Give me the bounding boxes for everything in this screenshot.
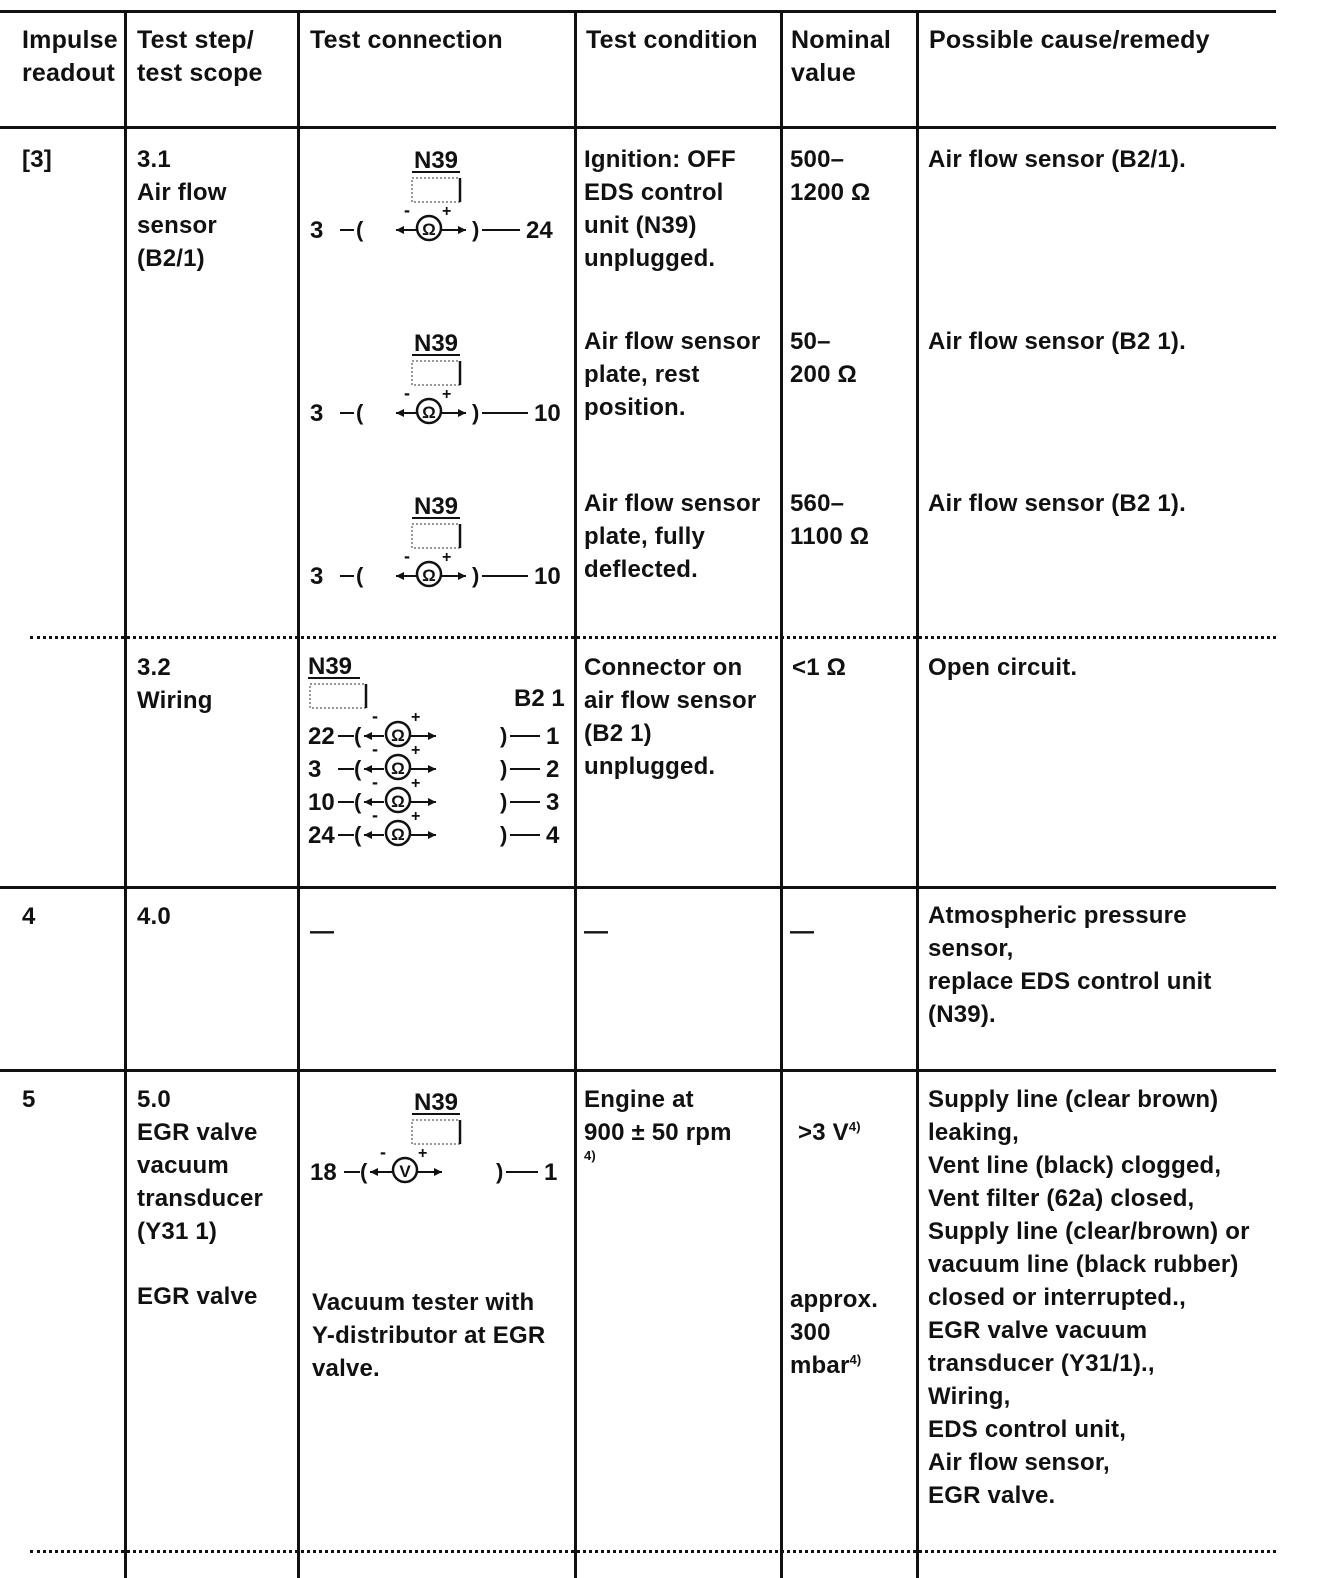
wiring-pair-row	[308, 805, 560, 848]
header-test-condition: Test condition	[586, 26, 758, 54]
condition-3-1b: Air flow sensor plate, rest position.	[584, 328, 761, 421]
pin-to-label: 2	[546, 756, 560, 783]
svg-text:10: 10	[534, 400, 561, 427]
cause-3-1c: Air flow sensor (B2 1).	[928, 490, 1186, 517]
step-3-1: 3.1 Air flow sensor (B2/1)	[137, 146, 227, 272]
step-4-0: 4.0	[137, 903, 171, 930]
cause-3-1b: Air flow sensor (B2 1).	[928, 328, 1186, 355]
pin-to-label: 1	[546, 723, 560, 750]
svg-text:+: +	[442, 549, 452, 566]
condition-3-1a: Ignition: OFF EDS control unit (N39) unplugged.	[584, 146, 736, 272]
connection-diagram-18-1	[300, 1082, 572, 1192]
svg-text:3: 3	[310, 400, 324, 427]
svg-text:(: (	[354, 789, 362, 814]
svg-text:Ω: Ω	[391, 792, 405, 811]
row4-impulse: 4	[22, 903, 36, 930]
table-top-rule	[0, 10, 1276, 13]
svg-text:-: -	[372, 739, 378, 759]
svg-text:): )	[472, 217, 480, 242]
col-divider-1	[124, 10, 127, 1578]
svg-text:+: +	[442, 203, 452, 220]
col-divider-5	[916, 10, 919, 1578]
row5-impulse: 5	[22, 1086, 36, 1113]
nominal-3-1b: 50– 200 Ω	[790, 328, 857, 388]
nominal-3-1c: 560– 1100 Ω	[790, 490, 870, 550]
pin-to-label: 3	[546, 789, 560, 816]
row4-top-rule	[0, 886, 1276, 889]
svg-text:-: -	[404, 383, 410, 403]
step-5-0: 5.0 EGR valve vacuum transducer (Y31 1)	[137, 1086, 264, 1245]
connector-icon	[412, 524, 460, 548]
svg-text:+: +	[411, 775, 421, 792]
unit-label: N39	[413, 147, 459, 174]
svg-text:): )	[500, 723, 508, 748]
svg-text:): )	[500, 822, 508, 847]
wiring-diagram	[300, 648, 572, 848]
svg-text:18: 18	[310, 1159, 337, 1186]
header-bottom-rule	[0, 126, 1276, 129]
svg-text:Ω: Ω	[422, 566, 436, 585]
col-divider-3	[574, 10, 577, 1578]
svg-text:3: 3	[310, 217, 324, 244]
header-test-step: Test step/ test scope	[137, 26, 263, 87]
svg-text:-: -	[372, 772, 378, 792]
svg-text:-: -	[404, 546, 410, 566]
pin-from-label: 3	[308, 756, 322, 783]
svg-text:+: +	[411, 808, 421, 825]
svg-text:(: (	[360, 1159, 368, 1184]
svg-text:-: -	[372, 805, 378, 825]
cause-5-0: Supply line (clear brown) leaking, Vent line (black) clogged, Vent filter (62a) closed, Supply line (clear/brown) or vacuum line (black rubber) closed or interrupted., EGR valve vacuum transducer (Y31/1)., Wiring, EDS control unit, Air flow sensor, EGR valve.	[928, 1086, 1250, 1509]
svg-text:+: +	[411, 742, 421, 759]
svg-text:(: (	[354, 822, 362, 847]
nominal-5-0-voltage: >3 $V^{4)}$	[798, 1119, 861, 1146]
svg-text:+: +	[411, 709, 421, 726]
connector-icon	[412, 361, 460, 385]
condition-3-1c: Air flow sensor plate, fully deflected.	[584, 490, 761, 583]
svg-text:): )	[500, 789, 508, 814]
connection-diagram-3-24	[300, 140, 572, 250]
table-bottom-rule	[30, 1550, 1276, 1553]
nominal-5-0-vacuum: approx. 300 mbar$^{4)}$	[790, 1286, 879, 1379]
row5-top-rule	[0, 1069, 1276, 1072]
svg-text:): )	[472, 563, 480, 588]
cause-4-0: Atmospheric pressure sensor, replace EDS control unit (N39).	[928, 902, 1212, 1028]
cause-3-2: Open circuit.	[928, 654, 1078, 681]
unit-label: N39	[308, 653, 353, 680]
wiring-pair-row	[308, 772, 559, 816]
svg-text:-: -	[372, 706, 378, 726]
row3-subsection-rule	[30, 636, 1276, 639]
svg-text:(: (	[354, 723, 362, 748]
nominal-3-2: <1 Ω	[792, 654, 847, 681]
unit-label: N39	[413, 493, 459, 520]
nominal-3-1a: 500– 1200 Ω	[790, 146, 871, 206]
svg-text:+: +	[418, 1145, 428, 1162]
wiring-pair-row	[308, 706, 559, 750]
svg-text:1: 1	[544, 1159, 558, 1186]
unit-label: N39	[413, 1089, 459, 1116]
svg-text:V: V	[399, 1162, 411, 1181]
wiring-pair-row	[308, 739, 559, 783]
cause-3-1a: Air flow sensor (B2/1).	[928, 146, 1186, 173]
header-test-connection: Test connection	[310, 26, 503, 54]
svg-text:3: 3	[310, 563, 324, 590]
svg-text:10: 10	[534, 563, 561, 590]
connection-diagram-3-10-rest	[300, 323, 572, 433]
unit-label: N39	[413, 330, 459, 357]
svg-text:(: (	[354, 756, 362, 781]
col-divider-4	[780, 10, 783, 1578]
svg-text:(: (	[356, 400, 364, 425]
pin-from-label: 10	[308, 789, 335, 816]
svg-text:): )	[496, 1159, 504, 1184]
step-3-2: 3.2 Wiring	[137, 654, 213, 714]
svg-text:Ω: Ω	[422, 403, 436, 422]
pin-from-label: 24	[308, 822, 335, 848]
step-5-0-egr: EGR valve	[137, 1283, 258, 1310]
svg-text:Ω: Ω	[391, 726, 405, 745]
condition-3-2: Connector on air flow sensor (B2 1) unplugged.	[584, 654, 757, 780]
svg-text:B2 1: B2 1	[514, 685, 565, 712]
svg-text:Ω: Ω	[391, 759, 405, 778]
condition-4-0: —	[584, 918, 609, 945]
svg-text:): )	[472, 400, 480, 425]
svg-text:(: (	[356, 217, 364, 242]
header-impulse-readout: Impulse readout	[22, 26, 118, 87]
row3-impulse: [3]	[22, 146, 52, 173]
condition-5-0: Engine at 900 ± 50 rpm 4)	[584, 1086, 732, 1163]
connector-icon	[310, 684, 366, 708]
connection-5-0-vacuum: Vacuum tester with Y-distributor at EGR valve.	[312, 1289, 546, 1382]
svg-text:Ω: Ω	[391, 825, 405, 844]
connection-diagram-3-10-deflected	[300, 486, 572, 596]
pin-to-label: 4	[546, 822, 560, 848]
header-nominal-value: Nominal value	[791, 26, 892, 87]
svg-text:-: -	[404, 200, 410, 220]
header-cause-remedy: Possible cause/remedy	[929, 26, 1210, 54]
svg-text:+: +	[442, 386, 452, 403]
svg-text:-: -	[380, 1142, 386, 1162]
svg-text:24: 24	[526, 217, 553, 244]
connection-4-0: —	[310, 918, 335, 945]
connector-icon	[412, 178, 460, 202]
svg-text:(: (	[356, 563, 364, 588]
pin-from-label: 22	[308, 723, 335, 750]
svg-text:): )	[500, 756, 508, 781]
connector-icon	[412, 1120, 460, 1144]
svg-text:Ω: Ω	[422, 220, 436, 239]
nominal-4-0: —	[790, 918, 815, 945]
